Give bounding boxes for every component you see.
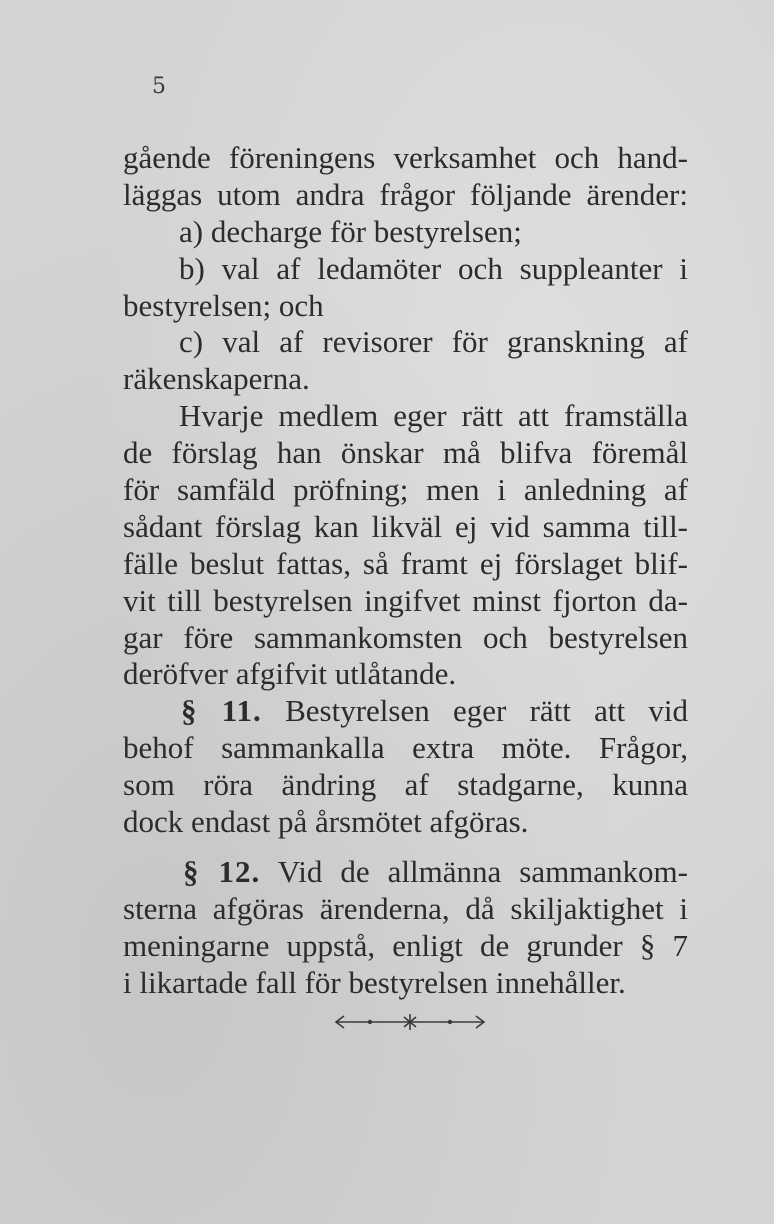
end-ornament-icon [330,1010,490,1034]
body-text [123,140,688,841]
text-line: sådant förslag kan likväl ej vid samma till- [123,508,688,544]
page-number: 5 [152,74,166,99]
list-item-b: b) val af ledamöter och suppleanter i [179,250,688,286]
text-line: bestyrelsen; och [123,287,324,323]
text-line: deröfver afgifvit utlåtande. [123,656,457,692]
section-11-heading-line [123,693,688,730]
section-12-line: sterna afgöras ärenderna, då skiljaktighet i [123,890,688,926]
text-line: gående föreningens verksamhet och hand- [123,140,688,175]
section-11-line: som röra ändring af stadgarne, kunna [123,767,688,803]
text-line: de förslag han önskar må blifva föremål [123,435,688,471]
section-12-text [123,854,688,1002]
section-11-first-line: Bestyrelsen eger rätt att vid [285,693,688,729]
list-item-c: c) val af revisorer för granskning af [179,324,688,360]
section-11-line: behof sammankalla extra möte. Frågor, [123,730,688,766]
text-line: för samfäld pröfning; men i anledning af [123,472,688,508]
text-line: fälle beslut fattas, så framt ej förslaget blif- [123,545,688,581]
text-line: vit till bestyrelsen ingifvet minst fjorton da- [123,582,688,618]
paragraph-start: Hvarje medlem eger rätt att framställa [179,398,688,434]
text-line: räkenskaperna. [123,361,310,397]
section-11-number: § 11. [181,693,262,729]
section-12-line: meningarne uppstå, enligt de grunder § 7 [123,927,688,963]
section-12-line: i likartade fall för bestyrelsen innehåller. [123,964,626,1000]
text-line: gar före sammankomsten och bestyrelsen [123,619,688,655]
text-line: läggas utom andra frågor följande ärender: [123,176,688,212]
section-11-line: dock endast på årsmötet afgöras. [123,804,529,840]
section-12-first-line: Vid de allmänna sammankom- [277,854,688,889]
list-item-a: a) decharge för bestyrelsen; [179,213,522,249]
section-12-number: § 12. [183,854,261,889]
section-12-heading-line [123,854,688,891]
